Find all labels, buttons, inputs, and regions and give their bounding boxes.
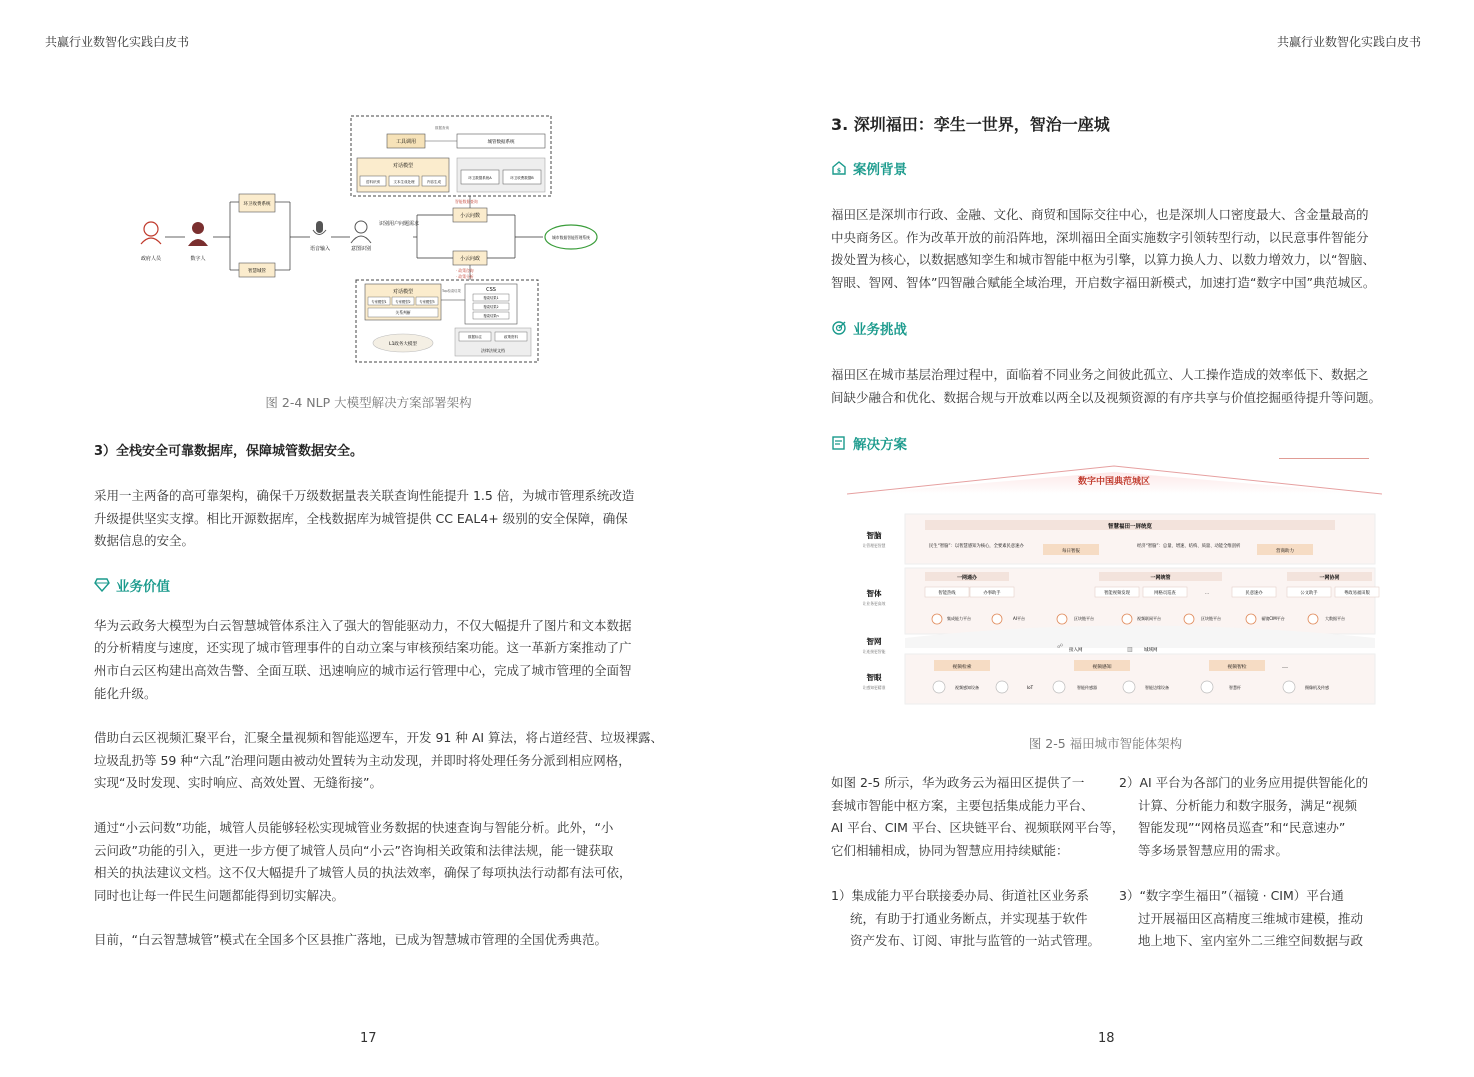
body-platform: 福镜CIM平台 — [1261, 616, 1285, 621]
text-line: 计算、分析能力和数字服务，满足“视频 — [1138, 797, 1357, 813]
text-line: 的分析精度与速度，还实现了城市管理事件的自动立案与审核预结案功能。这一革新方案推动了广 — [94, 640, 632, 656]
body-platform: 集成能力平台 — [947, 616, 971, 621]
svg-text:搜索结果2: 搜索结果2 — [483, 305, 499, 309]
svg-text:城域网: 城域网 — [1144, 648, 1158, 653]
output-label: 城市数据智能管理系统 — [552, 235, 590, 240]
case-title: 3. 深圳福田：孪生一世界，智治一座城 — [831, 115, 1110, 134]
dialog-model-2-label: 对话模型 — [392, 289, 414, 295]
text-line: 中央商务区。作为改革开放的前沿阵地，深圳福田全面实施数字引领转型行动，以民意事件智能分 — [831, 229, 1369, 245]
eye-device: IoT — [1026, 685, 1034, 690]
svg-text:· 政策咨询: · 政策咨询 — [456, 268, 474, 273]
text-line: 采用一主两备的高可靠架构，确保千万级数据量表关联查询性能提升 1.5 倍，为城市管理系统改造 — [94, 488, 635, 503]
intent-person-icon — [351, 221, 371, 243]
paragraph — [831, 204, 1383, 294]
paragraph — [94, 727, 664, 795]
text-line: 云问政”功能的引入，更进一步方便了城管人员向“小云”咨询相关政策和法律法规，能一键获取 — [94, 842, 614, 858]
dialog-model-label: 对话模型 — [392, 163, 414, 169]
svg-text:· 政策分析: · 政策分析 — [456, 274, 474, 279]
platform-icon — [1122, 614, 1132, 624]
svg-text:专家模型2: 专家模型2 — [395, 300, 411, 304]
css-label: CSS — [486, 287, 496, 293]
column-paragraph — [831, 885, 1101, 953]
paragraph — [831, 364, 1383, 409]
body-platform: AI平台 — [1013, 616, 1025, 621]
page-header: 共赢行业数智化实践白皮书 — [1276, 35, 1421, 49]
svg-text:数据标注: 数据标注 — [468, 335, 482, 339]
layer-sub: 让感知更精准 — [862, 685, 886, 690]
figure-caption: 图 2-5 福田城市智能体架构 — [1028, 736, 1183, 751]
device-icon — [1201, 681, 1213, 693]
route-xiaoyun-wenzheng: 小云问政 — [459, 256, 481, 262]
platform-icon — [1184, 614, 1194, 624]
target-icon — [831, 320, 847, 336]
page-header: 共赢行业数智化实践白皮书 — [45, 35, 190, 49]
body-app: 智能热线 — [938, 591, 956, 596]
body-app: 公文助手 — [1300, 591, 1318, 596]
svg-text:$: $ — [836, 167, 842, 175]
intent-text: 识别用户问题需求 — [379, 221, 420, 227]
text-line: 数据信息的安全。 — [94, 533, 195, 549]
svg-text:智能数据查询: 智能数据查询 — [455, 199, 478, 204]
svg-text:搜索结果n: 搜索结果n — [483, 314, 499, 318]
eye-device: 智慧杆 — [1229, 685, 1241, 690]
svg-text:民生“智脑”：以智慧感知为核心，全要素民意速办: 民生“智脑”：以智慧感知为核心，全要素民意速办 — [929, 544, 1024, 549]
text-line: 实现“及时发现、实时响应、高效处置、无缝衔接”。 — [94, 775, 382, 791]
body-platform: 区块链平台 — [1201, 616, 1221, 621]
device-icon — [996, 681, 1008, 693]
building-icon: ▥ — [1127, 646, 1133, 653]
tool-note-label: 数据查询 — [435, 126, 449, 130]
svg-text:专家模型3: 专家模型3 — [419, 300, 435, 304]
body-app: 粤政易福田版 — [1344, 591, 1370, 596]
text-line: 智眼、智网、智体”四智融合赋能全域治理，开启数字福田新模式，加速打造“数字中国”典范城区。 — [831, 274, 1376, 290]
svg-text:语料识别: 语料识别 — [366, 180, 380, 184]
column-paragraph — [831, 772, 1125, 862]
platform-icon — [1057, 614, 1067, 624]
eye-device: 智能传感器 — [1077, 685, 1097, 690]
svg-text:接入网: 接入网 — [1069, 648, 1083, 653]
section-heading: 业务价值 — [94, 575, 170, 595]
text-line: AI 平台、CIM 平台、区块链平台、视频联网平台等， — [831, 820, 1125, 836]
text-line: 套城市智能中枢方案，主要包括集成能力平台、 — [831, 797, 1094, 813]
body-group: 一网通办 — [956, 575, 978, 581]
body-platform: 视频联网平台 — [1137, 616, 1161, 621]
layer-name: 智脑 — [866, 531, 882, 540]
body-platform: 大数据平台 — [1325, 616, 1345, 621]
page-number: 18 — [1098, 1031, 1115, 1046]
layer-name: 智眼 — [866, 673, 882, 682]
digital-human-label: 数字人 — [190, 256, 206, 262]
svg-text:营商助力: 营商助力 — [1276, 549, 1294, 554]
text-line: 通过“小云问数”功能，城管人员能够轻松实现城管业务数据的快速查询与智能分析。此外，“小 — [94, 820, 614, 835]
svg-text:政策资料: 政策资料 — [504, 335, 518, 339]
device-icon — [1123, 681, 1135, 693]
text-line: 间缺少融合和优化、数据合规与开放难以两全以及视频资源的有序共享与价值挖掘亟待提升等问题。 — [831, 389, 1382, 405]
platform-icon — [932, 614, 942, 624]
layer-name: 智体 — [866, 589, 882, 598]
gov-person-label: 政府人员 — [140, 256, 162, 262]
antenna-icon: ☍ — [1057, 643, 1064, 650]
svg-text:每日智报: 每日智报 — [1062, 549, 1080, 554]
layer-name: 智网 — [866, 637, 882, 646]
device-icon — [1283, 681, 1295, 693]
text-line: 升级提供坚实支撑。相比开源数据库，全栈数据库为城管提供 CC EAL4+ 级别的安全保障，确保 — [94, 510, 628, 526]
body-app: 网格员巡查 — [1154, 591, 1176, 596]
law-docs-label: 法律法规文档 — [481, 348, 505, 353]
svg-text:智慧福田一屏统览: 智慧福田一屏统览 — [1107, 524, 1153, 530]
layer-sub: 让连接更智能 — [862, 649, 886, 654]
body-group: 一网统管 — [1150, 575, 1171, 581]
eye-device: 视频感知设备 — [955, 685, 979, 690]
intent-label: 意图识别 — [350, 246, 372, 252]
text-line: 垃圾乱扔等 59 种“六乱”治理问题由被动处置转为主动发现，并即时将处理任务分派到相应网格， — [94, 752, 631, 768]
paragraph — [94, 929, 644, 952]
section-heading: 解决方案 — [831, 433, 907, 453]
section-heading: 业务挑战 — [831, 318, 907, 338]
text-line: 统，有助于打通业务断点，并实现基于软件 — [850, 910, 1088, 926]
nlp-architecture-figure — [135, 112, 605, 367]
text-line: 福田区是深圳市行政、金融、文化、商贸和国际交往中心，也是深圳人口密度最大、含金量最高的 — [831, 207, 1369, 222]
column-paragraph — [1119, 885, 1381, 953]
text-line: 借助白云区视频汇聚平台，汇聚全量视频和智能巡逻车，开发 91 种 AI 算法，将占道经营、垃圾裸露、 — [94, 730, 664, 746]
text-line: 1）集成能力平台联接委办局、街道社区业务系 — [831, 888, 1089, 903]
right-page — [737, 0, 1474, 1077]
voice-input-label: 语音输入 — [309, 246, 331, 252]
tool-call-label: 工具调用 — [395, 139, 417, 145]
gov-person-icon — [141, 222, 161, 244]
eye-device: 摄像机及传感 — [1305, 685, 1329, 690]
futian-architecture-figure — [847, 458, 1382, 713]
device-icon — [1053, 681, 1065, 693]
eye-more: … — [1282, 663, 1288, 670]
microphone-icon — [313, 221, 326, 235]
figure-caption: 图 2-4 NLP 大模型解决方案部署架构 — [265, 395, 472, 410]
text-line: 地上地下、室内室外二三维空间数据与政 — [1138, 933, 1364, 949]
svg-text:专家模型1: 专家模型1 — [371, 300, 387, 304]
svg-text:搜索结果1: 搜索结果1 — [483, 296, 499, 300]
banner-label: 数字中国典范城区 — [1077, 477, 1151, 487]
svg-text:环卫数据系统A: 环卫数据系统A — [468, 176, 492, 180]
paragraph — [94, 615, 644, 705]
text-line: 福田区在城市基层治理过程中，面临着不同业务之间彼此孤立、人工操作造成的效率低下、数据之 — [831, 367, 1369, 382]
device-icon — [933, 681, 945, 693]
svg-text:经济“智脑”：总量、增速、结构、质量、动能全维剖析: 经济“智脑”：总量、增速、结构、质量、动能全维剖析 — [1137, 544, 1241, 549]
eye-card: 视频检索 — [952, 665, 972, 670]
branch-smart-city: 智慧城管 — [248, 269, 266, 274]
document-icon — [831, 435, 847, 451]
column-paragraph — [1119, 772, 1381, 862]
text-line: 如图 2-5 所示，华为政务云为福田区提供了一 — [831, 775, 1085, 790]
text-line: 目前，“白云智慧城管”模式在全国多个区县推广落地，已成为智慧城市管理的全国优秀典范。 — [94, 932, 607, 948]
svg-text:环卫收费数据B: 环卫收费数据B — [510, 176, 534, 180]
text-line: 能化升级。 — [94, 685, 157, 701]
body-app: 民意速办 — [1245, 591, 1263, 596]
body-group: 一网协同 — [1319, 575, 1340, 581]
text-line: 华为云政务大模型为白云智慧城管体系注入了强大的智能驱动力，不仅大幅提升了图片和文本数据 — [94, 617, 632, 633]
paragraph — [94, 485, 644, 553]
text-line: 它们相辅相成，协同为智慧应用持续赋能： — [831, 842, 1069, 858]
house-icon — [831, 160, 847, 176]
body-app: 智能视频发现 — [1104, 591, 1130, 596]
eye-card: 视频感知 — [1092, 665, 1112, 670]
platform-icon — [1308, 614, 1318, 624]
text-line: 智能发现”“网格员巡查”和“民意速办” — [1138, 820, 1346, 836]
body-platform: 区块链平台 — [1074, 616, 1094, 621]
svg-text:内容生成: 内容生成 — [427, 180, 441, 184]
paragraph — [94, 817, 644, 907]
text-line: 州市白云区构建出高效告警、全面互联、迅速响应的城市运行管理中心，完成了城市管理的全面智 — [94, 662, 632, 678]
platform-icon — [992, 614, 1002, 624]
text-line: 拨处置为核心，以数据感知孪生和城市智能中枢为引擎，以算力换人力、以数力增效力，以“智脑、 — [831, 252, 1375, 268]
platform-icon — [1246, 614, 1256, 624]
digital-human-icon — [188, 222, 208, 246]
eye-device: 智能边缘设备 — [1145, 685, 1169, 690]
diamond-icon — [94, 578, 110, 592]
svg-text:关系判断: 关系判断 — [395, 310, 411, 315]
section-heading: $ 案例背景 — [831, 158, 907, 178]
city-data-system-label: 城管数据系统 — [487, 140, 515, 145]
text-line: 同时也让每一件民生问题都能得到切实解决。 — [94, 887, 345, 903]
body-app: … — [1204, 591, 1210, 596]
body-app: 办事助手 — [983, 591, 1001, 596]
svg-text:Top检索结果: Top检索结果 — [442, 289, 461, 293]
eye-card: 视频智检 — [1227, 665, 1247, 670]
route-xiaoyun-wenshu: 小云问数 — [459, 213, 481, 219]
page-number: 17 — [360, 1031, 377, 1046]
text-line: 3）“数字孪生福田”（福镜 · CIM）平台通 — [1119, 888, 1344, 903]
l1-model-label: L1政务大模型 — [389, 342, 417, 347]
branch-sanitation: 环卫收费系统 — [243, 202, 271, 207]
text-line: 等多场景智慧应用的需求。 — [1138, 842, 1289, 858]
svg-text:文本生成处理: 文本生成处理 — [393, 180, 415, 184]
text-line: 过开展福田区高精度三维城市建模，推动 — [1138, 910, 1364, 926]
text-line: 资产发布、订阅、审批与监管的一站式管理。 — [850, 933, 1101, 949]
layer-sub: 让业务更高效 — [862, 601, 886, 606]
text-line: 相关的执法建议文档。这不仅大幅提升了城管人员的执法效率，确保了每项执法行动都有法可依， — [94, 865, 632, 881]
text-line: 2）AI 平台为各部门的业务应用提供智能化的 — [1119, 775, 1369, 790]
subheading: 3）全栈安全可靠数据库，保障城管数据安全。 — [94, 444, 364, 459]
layer-sub: 让管理更智慧 — [862, 543, 886, 548]
